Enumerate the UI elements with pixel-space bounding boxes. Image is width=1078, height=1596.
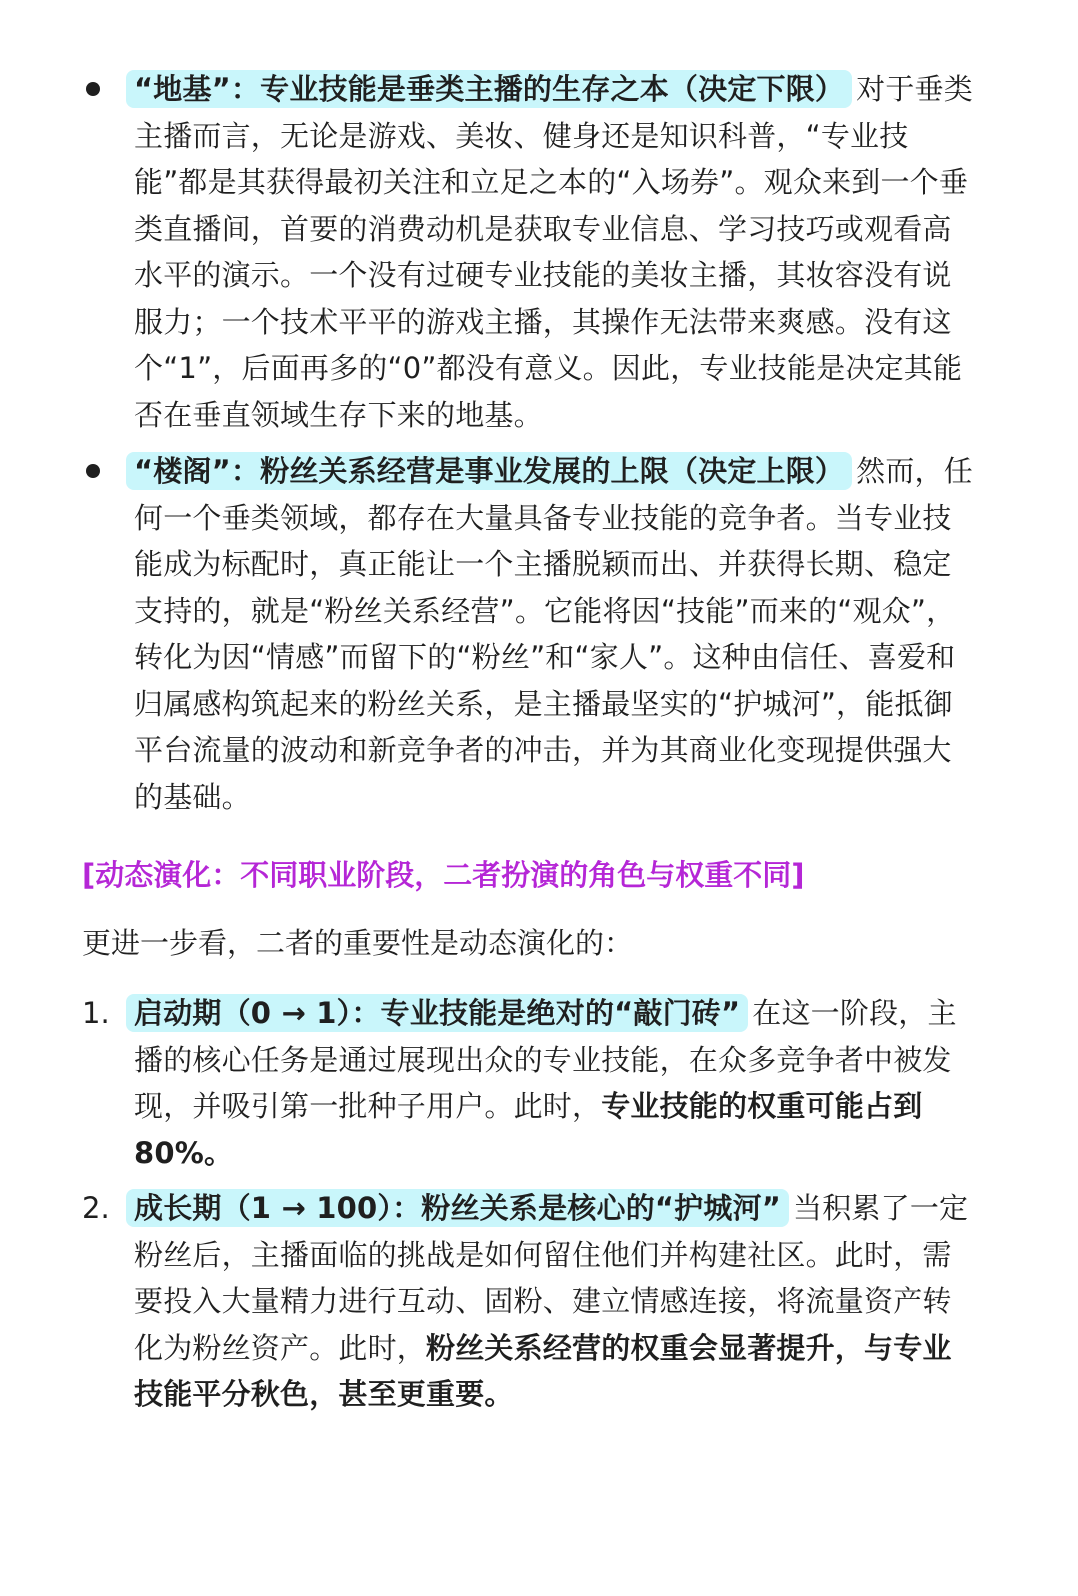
bullet-body-text: 然而，任何一个垂类领域，都存在大量具备专业技能的竞争者。当专业技能成为标配时，真正能让一个主播脱颖而出、并获得长期、稳定支持的，就是“粉丝关系经营”。它能将因“技能”而来的“观众”，转化为因“情感”而留下的“粉丝”和“家人”。这种由信任、喜爱和归属感构筑起来的粉丝关系，是主播最坚实的“护城河”，能抵御平台流量的波动和新竞争者的冲击，并为其商业化变现提供强大的基础。: [134, 454, 973, 814]
bullet-dot: [86, 464, 100, 478]
bold-emphasis: 专业技能的权重可能占到80%。: [134, 1089, 923, 1170]
list-number: 2.: [82, 1191, 110, 1225]
bold-emphasis: 粉丝关系经营的权重会显著提升，与专业技能平分秋色，甚至更重要。: [134, 1330, 952, 1411]
highlight-title: 启动期（0 → 1）：专业技能是绝对的“敲门砖”: [126, 994, 748, 1032]
bullet-dot: [86, 82, 100, 96]
section-heading: [动态演化：不同职业阶段，二者扮演的角色与权重不同]: [82, 858, 805, 892]
highlight-title: 成长期（1 → 100）：粉丝关系是核心的“护城河”: [126, 1189, 789, 1227]
list-number: 1.: [82, 996, 110, 1030]
numbered-item-startup: [134, 990, 980, 1176]
intro-paragraph: 更进一步看，二者的重要性是动态演化的：: [82, 926, 634, 960]
highlight-title: “地基”：专业技能是垂类主播的生存之本（决定下限）: [126, 70, 852, 108]
bullet-item-tower: [134, 448, 980, 820]
numbered-body-text: 当积累了一定粉丝后，主播面临的挑战是如何留住他们并构建社区。此时，需要投入大量精力进行互动、固粉、建立情感连接，将流量资产转化为粉丝资产。此时，: [134, 1191, 969, 1365]
bullet-item-foundation: [134, 66, 980, 438]
bullet-body-text: 对于垂类主播而言，无论是游戏、美妆、健身还是知识科普，“专业技能”都是其获得最初关注和立足之本的“入场券”。观众来到一个垂类直播间，首要的消费动机是获取专业信息、学习技巧或观看高水平的演示。一个没有过硬专业技能的美妆主播，其妆容没有说服力；一个技术平平的游戏主播，其操作无法带来爽感。没有这个“1”，后面再多的“0”都没有意义。因此，专业技能是决定其能否在垂直领域生存下来的地基。: [134, 72, 973, 432]
highlight-title: “楼阁”：粉丝关系经营是事业发展的上限（决定上限）: [126, 452, 852, 490]
numbered-item-growth: [134, 1185, 980, 1418]
numbered-body-text: 在这一阶段，主播的核心任务是通过展现出众的专业技能，在众多竞争者中被发现，并吸引第一批种子用户。此时，: [134, 996, 957, 1123]
